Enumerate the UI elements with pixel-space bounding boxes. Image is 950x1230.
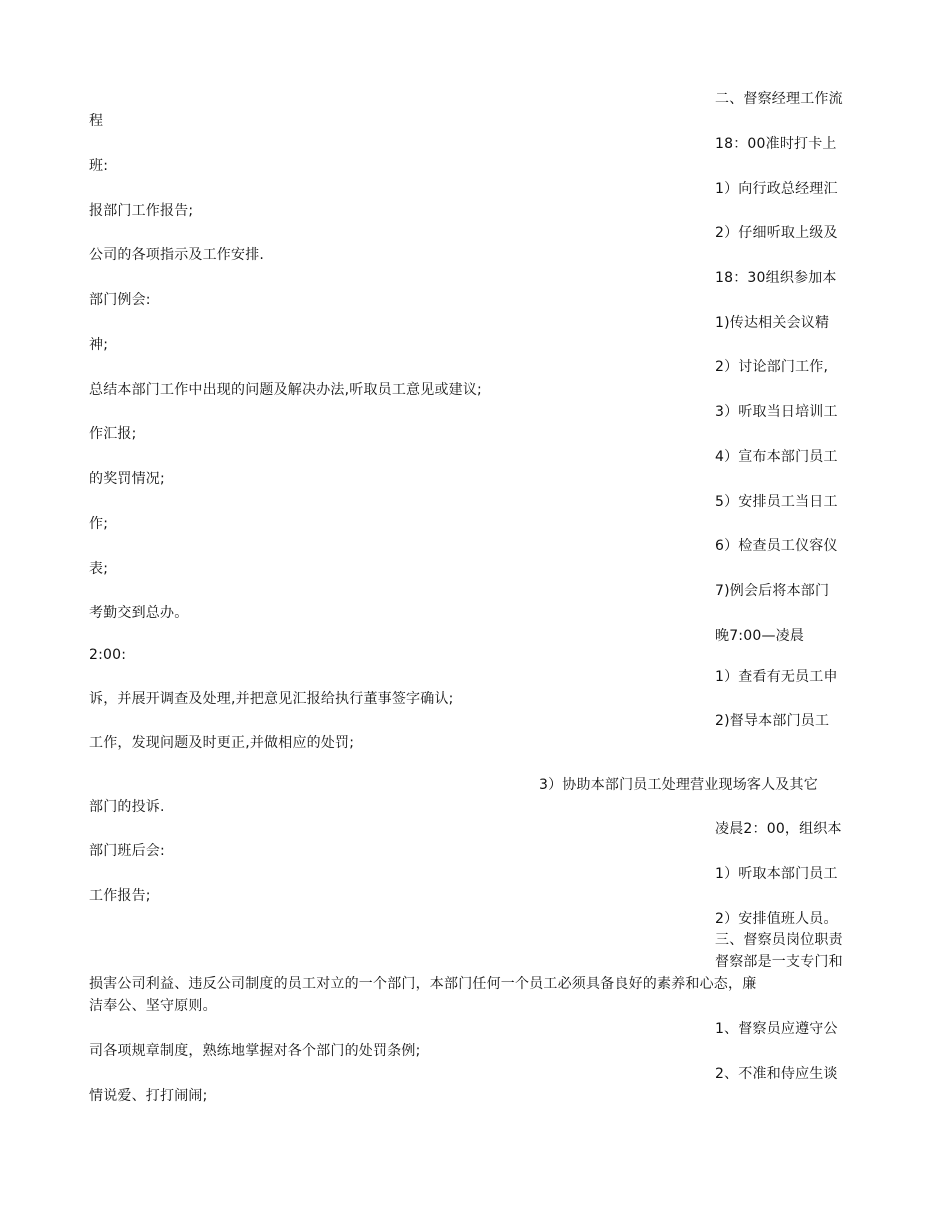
text-line: 损害公司利益、违反公司制度的员工对立的一个部门，本部门任何一个员工必须具备良好的素养和心态，廉 [89,976,757,992]
text-line: 2)督导本部门员工 [715,713,830,729]
text-line: 部门班后会: [89,843,165,859]
text-line: 表; [89,561,109,577]
text-line: 晚7:00—凌晨 [715,628,805,644]
text-line: 总结本部门工作中出现的问题及解决办法,听取员工意见或建议; [89,382,482,398]
text-line: 5）安排员工当日工 [715,494,838,510]
text-line: 4）宣布本部门员工 [715,449,838,465]
text-line: 3）协助本部门员工处理营业现场客人及其它 [539,777,818,793]
text-line: 司各项规章制度，熟练地掌握对各个部门的处罚条例; [89,1043,421,1059]
text-line: 18：00准时打卡上 [715,136,837,152]
text-line: 3）听取当日培训工 [715,404,838,420]
text-line: 工作报告; [89,888,151,904]
text-line: 18：30组织参加本 [715,270,837,286]
text-line: 凌晨2：00，组织本 [715,821,842,837]
text-line: 6）检查员工仪容仪 [715,538,838,554]
text-line: 二、督察经理工作流 [715,91,843,107]
text-line: 洁奉公、坚守原则。 [89,998,217,1014]
text-line: 报部门工作报告; [89,203,194,219]
text-line: 督察部是一支专门和 [715,954,843,970]
text-line: 2）安排值班人员。 [715,911,838,927]
text-line: 1）向行政总经理汇 [715,181,838,197]
text-line: 部门的投诉. [89,799,165,815]
text-line: 公司的各项指示及工作安排. [89,247,265,263]
text-line: 1、督察员应遵守公 [715,1021,838,1037]
text-line: 神; [89,337,109,353]
text-line: 2:00: [89,647,127,663]
text-line: 诉，并展开调查及处理,并把意见汇报给执行董事签字确认; [89,691,454,707]
text-line: 作; [89,516,109,532]
text-line: 三、督察员岗位职责 [715,932,843,948]
text-line: 1)传达相关会议精 [715,315,830,331]
text-line: 的奖罚情况; [89,471,165,487]
text-line: 1）查看有无员工申 [715,669,838,685]
text-line: 7)例会后将本部门 [715,583,830,599]
text-line: 程 [89,113,104,129]
text-line: 工作，发现问题及时更正,并做相应的处罚; [89,735,355,751]
text-line: 1）听取本部门员工 [715,866,838,882]
text-line: 考勤交到总办。 [89,605,189,621]
text-line: 情说爱、打打闹闹; [89,1088,208,1104]
text-line: 部门例会: [89,292,151,308]
text-line: 2、不准和侍应生谈 [715,1066,838,1082]
text-line: 2）讨论部门工作, [715,359,829,375]
text-line: 2）仔细听取上级及 [715,225,838,241]
text-line: 班: [89,158,109,174]
text-line: 作汇报; [89,426,137,442]
